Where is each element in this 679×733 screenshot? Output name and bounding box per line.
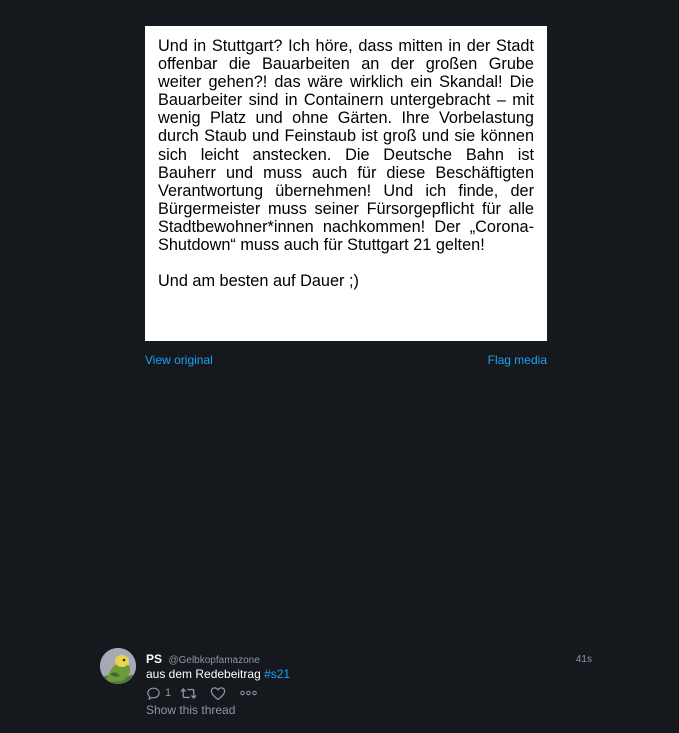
avatar[interactable] <box>100 648 136 684</box>
like-icon <box>210 686 226 701</box>
reply-button[interactable] <box>146 686 180 701</box>
tweet[interactable] <box>100 646 595 726</box>
tweet-text <box>146 667 290 681</box>
view-original-link[interactable]: View original <box>145 353 213 367</box>
retweet-button[interactable] <box>180 686 210 701</box>
retweet-icon <box>180 686 197 701</box>
media-image[interactable] <box>145 26 547 341</box>
media-paragraph-1: Und in Stuttgart? Ich höre, dass mitten in der Stadt offenbar die Bauarbeiten an der großen Grube weiter gehen?! das wäre wirklich ein Skandal! Die Bauarbeiter sind in Containern untergebracht – mit wenig Platz und ohne Gärten. Ihre Vorbelastung durch Staub und Feinstaub ist groß und sie können sich leicht anstecken. Die Deutsche Bahn ist Bauherr und muss auch für diese Beschäftigten Verantwortung übernehmen! Und ich finde, der Bürgermeister muss seiner Fürsorgepflicht für alle Stadtbewohner*innen nachkommen! Der „Corona-Shutdown“ muss auch für Stuttgart 21 gelten! <box>158 37 534 255</box>
show-thread-link[interactable]: Show this thread <box>146 703 236 717</box>
reply-icon <box>146 686 161 701</box>
media-paragraph-2: Und am besten auf Dauer ;) <box>158 272 359 291</box>
more-button[interactable] <box>240 689 257 697</box>
more-icon <box>240 689 257 697</box>
tweet-actions <box>146 684 257 702</box>
like-button[interactable] <box>210 686 240 701</box>
avatar-parrot-image <box>100 648 136 684</box>
hashtag-link[interactable]: #s21 <box>264 667 291 681</box>
tweet-timestamp[interactable]: 41s <box>575 654 592 665</box>
flag-media-link[interactable]: Flag media <box>487 353 547 367</box>
user-handle[interactable]: @Gelbkopfamazone <box>168 655 260 666</box>
reply-count: 1 <box>165 687 172 699</box>
display-name[interactable]: PS <box>146 652 163 666</box>
media-links <box>145 353 547 369</box>
tweet-header <box>146 650 260 666</box>
tweet-text-body: aus dem Redebeitrag <box>146 667 265 681</box>
